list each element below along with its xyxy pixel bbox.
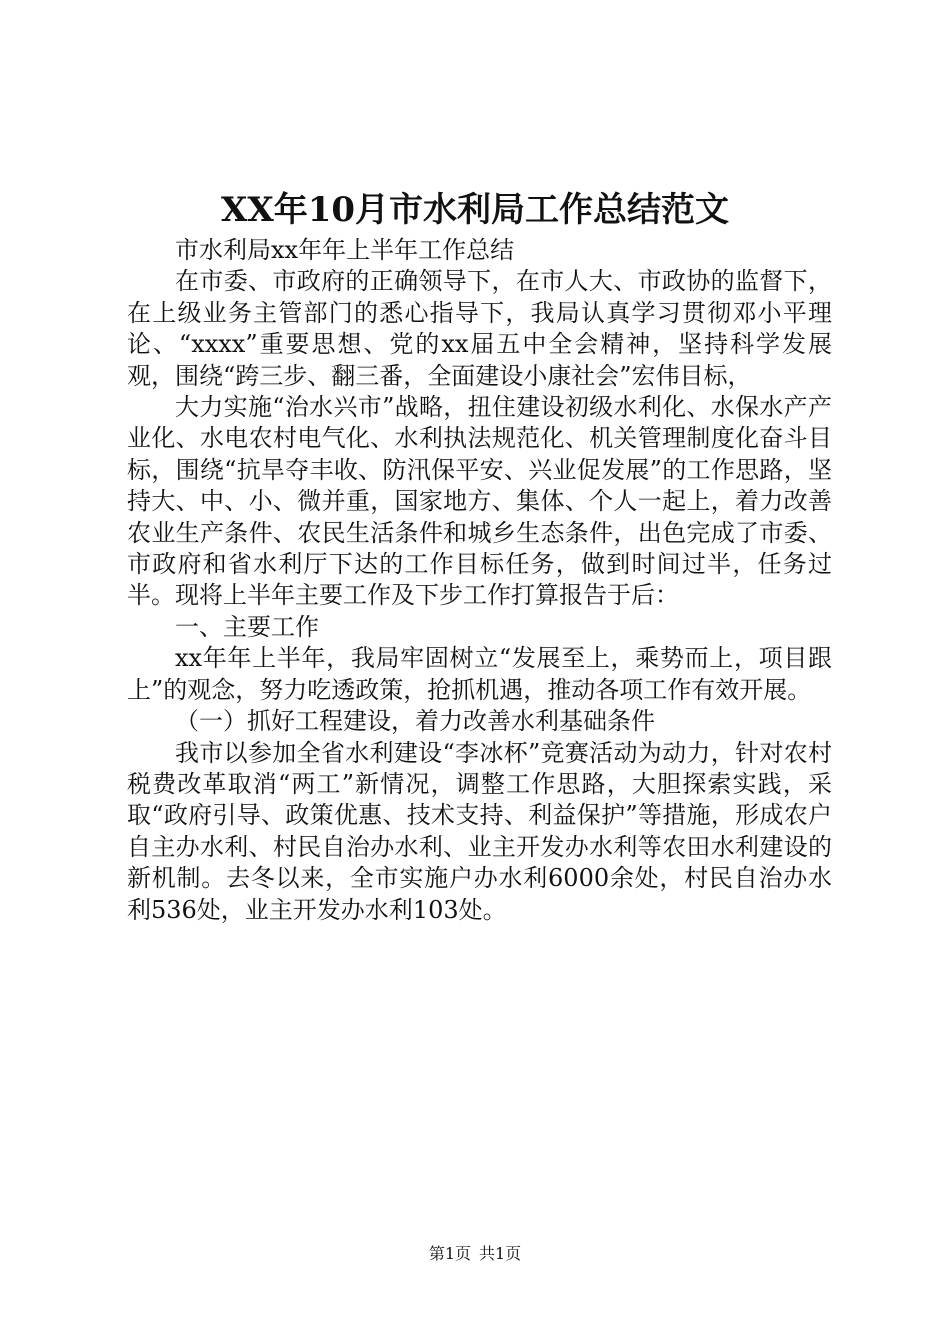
- paragraph-subtitle: 市水利局xx年年上半年工作总结: [175, 236, 515, 264]
- document-title: XX年10月市水利局工作总结范文: [220, 190, 730, 230]
- page-number: 第1页: [428, 1244, 471, 1263]
- paragraph-strategy: 大力实施“治水兴市”战略，扭住建设初级水利化、水保水产产业化、水电农村电气化、水利执法规范化、机关管理制度化奋斗目标，围绕“抗旱夺丰收、防汛保平安、兴业促发展”的工作思路，坚持大、中、小、微并重，国家地方、集体、个人一起上，着力改善农业生产条件、农民生活条件和城乡生态条件，出色完成了市委、市政府和省水利厅下达的工作目标任务，做到时间过半，任务过半。现将上半年主要工作及下步工作打算报告于后：: [127, 393, 832, 610]
- page-footer: [0, 1243, 950, 1265]
- paragraph-intro: 在市委、市政府的正确领导下，在市人大、市政协的监督下，在上级业务主管部门的悉心指导下，我局认真学习贯彻邓小平理论、“xxxx”重要思想、党的xx届五中全会精神，坚持科学发展观，围绕“跨三步、翻三番，全面建设小康社会”宏伟目标，: [127, 267, 832, 390]
- subsection-heading-engineering: （一）抓好工程建设，着力改善水利基础条件: [175, 707, 655, 736]
- page-total: 共1页: [479, 1244, 522, 1263]
- section-heading-main-work: 一、主要工作: [175, 612, 319, 641]
- paragraph-engineering: 我市以参加全省水利建设“李冰杯”竞赛活动为动力，针对农村税费改革取消“两工”新情况，调整工作思路，大胆探索实践，采取“政府引导、政策优惠、技术支持、利益保护”等措施，形成农户自主办水利、村民自治办水利、业主开发办水利等农田水利建设的新机制。去冬以来，全市实施户办水利6000余处，村民自治办水利536处，业主开发办水利103处。: [127, 738, 832, 924]
- document-body: [127, 235, 832, 926]
- paragraph-main-work: xx年年上半年，我局牢固树立“发展至上，乘势而上，项目跟上”的观念，努力吃透政策，抢抓机遇，推动各项工作有效开展。: [127, 644, 832, 704]
